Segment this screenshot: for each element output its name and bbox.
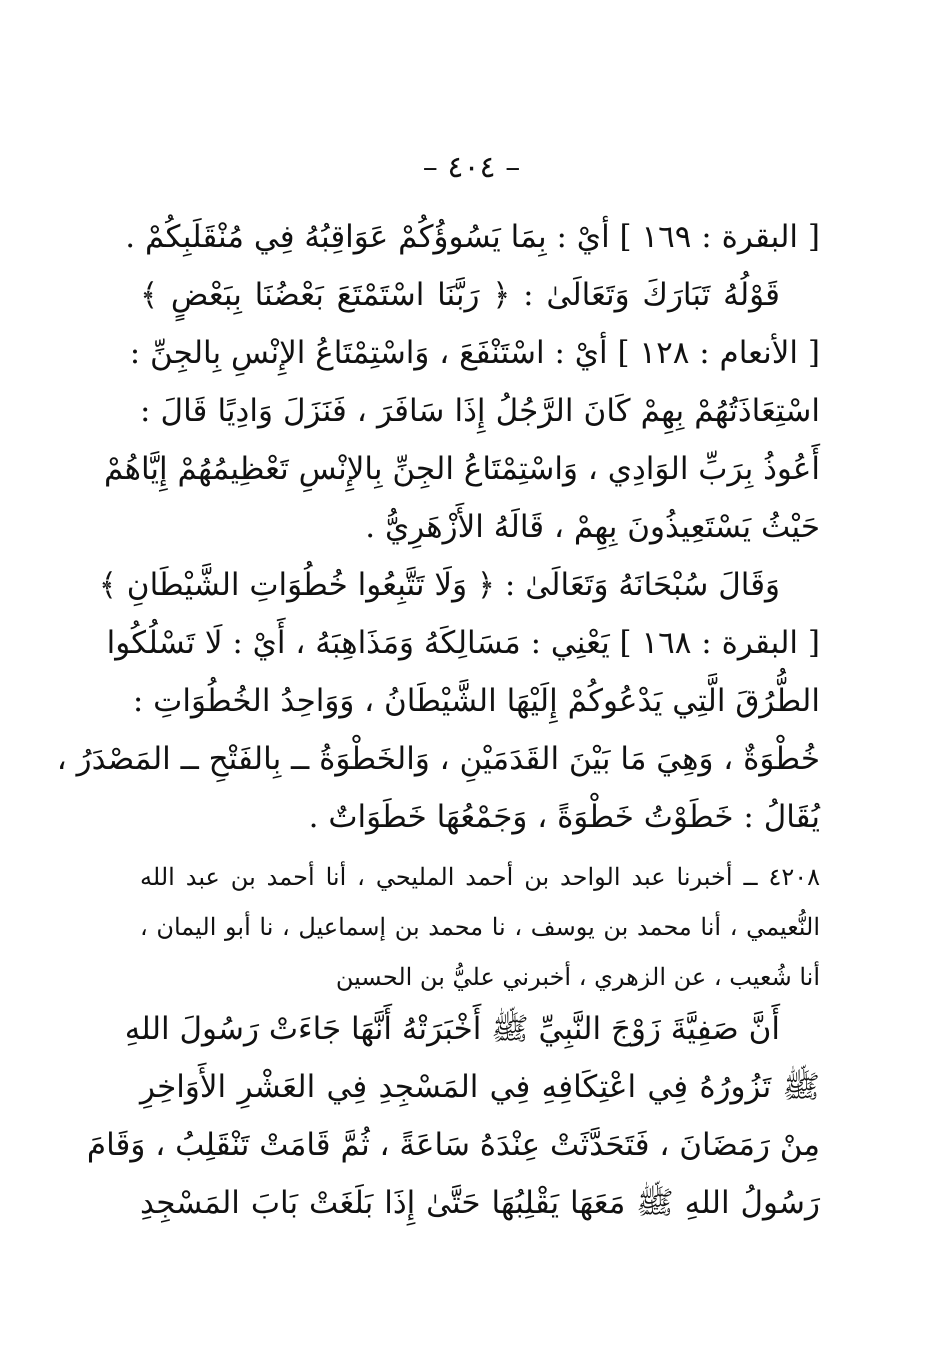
text-line: قَوْلُهُ تَبَارَكَ وَتَعَالَىٰ : ﴿ رَبَّنَا اسْتَمْتَعَ بَعْضُنَا بِبَعْضٍ ﴾ [140,277,780,313]
text-line: [ الأنعام : ١٢٨ ] أيْ : اسْتَنْفَعَ ، وَاسْتِمْتَاعُ الإِنْسِ بِالجِنِّ : [129,335,820,371]
hadith-line: مِنْ رَمَضَانَ ، فَتَحَدَّثَتْ عِنْدَهُ سَاعَةً ، ثُمَّ قَامَتْ تَنْقَلِبُ ، وَقَامَ [86,1127,820,1163]
commentary-text [56,208,820,846]
isnad-line: النُّعيمي ، أنا محمد بن يوسف ، نا محمد بن إسماعيل ، نا أبو اليمان ، [140,913,820,941]
hadith-line: رَسُولُ اللهِ ﷺ مَعَهَا يَقْلِبُهَا حَتَّىٰ إِذَا بَلَغَتْ بَابَ المَسْجِدِ [140,1185,820,1221]
text-line: يُقَالُ : خَطَوْتُ خَطْوَةً ، وَجَمْعُهَا خَطَوَاتٌ . [308,799,820,835]
hadith-text [86,1000,820,1232]
text-line: [ البقرة : ١٦٨ ] يَعْنِي : مَسَالِكَهُ وَمَذَاهِبَهُ ، أَيْ : لَا تَسْلُكُوا [106,625,820,661]
text-line: [ البقرة : ١٦٩ ] أيْ : بِمَا يَسُوؤُكُمْ عَوَاقِبُهُ فِي مُنْقَلَبِكُمْ . [125,219,820,255]
text-line: الطُّرُقَ الَّتِي يَدْعُوكُمْ إِلَيْهَا الشَّيْطَانُ ، وَوَاحِدُ الخُطُوَاتِ : [132,683,820,719]
hadith-line: أَنَّ صَفِيَّةَ زَوْجَ النَّبِيِّ ﷺ أَخْبَرَتْهُ أَنَّهَا جَاءَتْ رَسُولَ اللهِ [124,1011,780,1047]
text-line: خُطْوَةٌ ، وَهِيَ مَا بَيْنَ القَدَمَيْنِ ، وَالخَطْوَةُ ــ بِالفَتْحِ ــ المَصْدَرُ ، [56,741,820,777]
isnad-line: ٤٢٠٨ ــ أخبرنا عبد الواحد بن أحمد المليحي ، أنا أحمد بن عبد الله [140,863,820,891]
page-number: – ٤٠٤ – [422,150,521,185]
isnad-chain [140,852,820,1002]
text-line: اسْتِعَاذَتُهُمْ بِهِمْ كَانَ الرَّجُلُ إِذَا سَافَرَ ، فَنَزَلَ وَادِيًا قَالَ : [140,393,820,429]
isnad-line: أنا شُعيب ، عن الزهري ، أخبرني عليُّ بن الحسين [335,963,820,991]
text-line: أَعُوذُ بِرَبِّ الوَادِي ، وَاسْتِمْتَاعُ الجِنِّ بِالإِنْسِ تَعْظِيمُهُمْ إِيَّاهُمْ [103,451,820,487]
hadith-line: ﷺ تَزُورُهُ فِي اعْتِكَافِهِ فِي المَسْجِدِ فِي العَشْرِ الأَوَاخِرِ [140,1069,820,1105]
text-line: حَيْثُ يَسْتَعِيذُونَ بِهِمْ ، قَالَهُ الأَزْهَرِيُّ . [365,509,820,545]
text-line: وَقَالَ سُبْحَانَهُ وَتَعَالَىٰ : ﴿ وَلَا تَتَّبِعُوا خُطُوَاتِ الشَّيْطَانِ ﴾ [98,567,780,603]
